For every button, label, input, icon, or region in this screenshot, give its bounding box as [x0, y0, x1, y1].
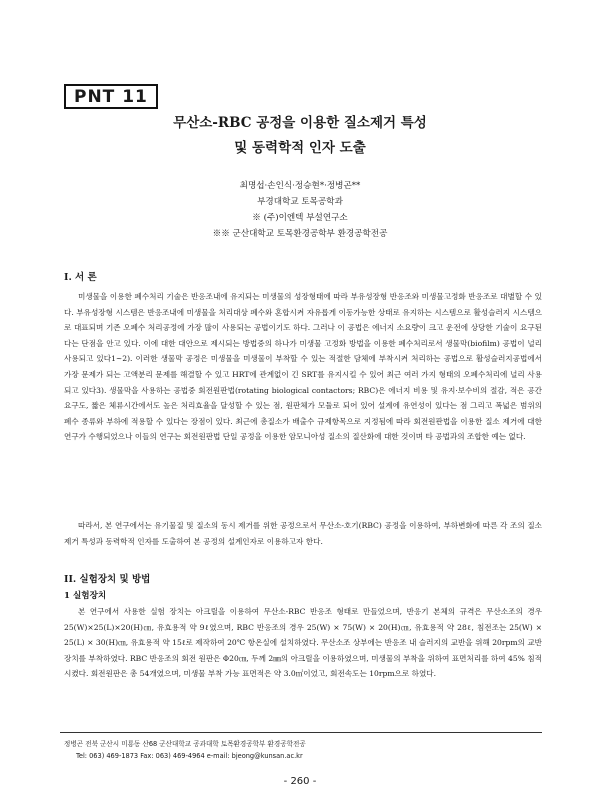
method-paragraph-1: 본 연구에서 사용한 실험 장치는 아크릴을 이용하여 무산소-RBC 반응조 형태로 만들었으며, 반응기 본체의 규격은 무산소조의 경우 25(W)×25(L)×20(H)㎝, 유효용적 약 9ℓ였으며, RBC 반응조의 경우 25(W) × 75(W) × 20(H)㎝, 유효용적 약 28ℓ, 침전조는 25(W) × 25(L) × 30(H)㎝, 유효용적 약 15ℓ로 제작하여 20℃ 항온실에 설치하였다. 무산소조 상부에는 반응조 내 슬러지의 교반을 위해 20rpm의 교반장치를 부착하였다. RBC 반응조의 회전 원판은 Φ20㎝, 두께 2㎜의 아크릴을 이용하였으며, 미생물의 부착을 위하여 표면처리를 하여 45% 침적시켰다. 회전원판은 총 54개였으며, 미생물 부착 가능 표면적은 약 3.0㎡이었고, 회전속도는 10rpm으로 하였다.	[64, 607, 542, 679]
affiliation-3: ※※ 군산대학교 토목환경공학부 환경공학전공	[212, 229, 388, 239]
method-subheading: 1 실험장치	[64, 591, 107, 601]
affiliation-1: 부경대학교 토목공학과	[257, 197, 343, 207]
method-heading: II. 실험장치 및 방법	[64, 574, 151, 585]
session-badge: PNT 11	[64, 84, 158, 109]
author-block	[0, 178, 600, 242]
page-number: - 260 -	[283, 776, 317, 787]
paper-title-line1: 무산소-RBC 공정을 이용한 질소제거 특성	[173, 115, 427, 131]
author-names: 최명섭·손인식·정승현*·정병곤**	[239, 181, 361, 191]
footnote-address: 정병곤 전북 군산시 미룡동 산68 군산대학교 공과대학 토목환경공학부 환경공학전공	[64, 740, 306, 748]
intro-paragraph-2: 따라서, 본 연구에서는 유기물질 및 질소의 동시 제거를 위한 공정으로서 무산소-호기(RBC) 공정을 이용하여, 부하변화에 따른 각 조의 질소제거 특성과 동력학적 인자를 도출하여 본 공정의 설계인자로 이용하고자 한다.	[64, 521, 542, 546]
intro-paragraph-1: 미생물을 이용한 폐수처리 기술은 반응조내에 유지되는 미생물의 성장형태에 따라 부유성장형 반응조와 미생물고정화 반응조로 대별할 수 있다. 부유성장형 시스템은 반응조내에 미생물을 처리대상 폐수와 혼합시켜 자유롭게 이동가능한 상태로 유지하는 시스템으로 활성슬러지 시스템으로 대표되며 기존 오폐수 처리공정에 가장 많이 사용되는 공법이기도 하다. 그러나 이 공법은 에너지 소요량이 크고 운전에 상당한 기술이 요구된다는 단점을 안고 있다. 이에 대한 대안으로 제시되는 방법중의 하나가 미생물 고정화 방법을 이용한 폐수처리로서 생물막(biofilm) 공법이 널리 사용되고 있다1~2). 이러한 생물막 공정은 미생물을 미생물이 부착할 수 있는 적절한 담체에 부착시켜 처리하는 공법으로 활성슬러지공법에서 가장 문제가 되는 고액분리 문제를 해결할 수 있고 HRT에 관계없이 긴 SRT를 유지시킬 수 있어 최근 여러 가지 형태의 오폐수처리에 널리 사용되고 있다3). 생물막을 사용하는 공법중 회전원판법(rotating biological contactors; RBC)은 에너지 비용 및 유지·보수비의 절감, 적은 공간요구도, 짧은 체류시간에서도 높은 처리효율을 달성할 수 있는 점, 원판체가 모듈로 되어 있어 설계에 유연성이 있다는 점 그리고 폭넓은 범위의 폐수 종류와 부하에 적용할 수 있다는 장점이 있다. 최근에 총질소가 배출수 규제항목으로 지정됨에 따라 회전원판법을 이용한 질소 제거에 대한 연구가 수행되었으나 이들의 연구는 회전원판법 단일 공정을 이용한 암모니아성 질소의 질산화에 대한 것이며 타 공법과의 조합한 예는 없다.	[64, 292, 542, 442]
footnote-contact: Tel: 063) 469-1873 Fax: 063) 469-4964 e-mail: bjeong@kunsan.ac.kr	[76, 752, 303, 760]
affiliation-2: ※ (주)이엔텍 부설연구소	[252, 213, 348, 223]
paper-title-line2: 및 동력학적 인자 도출	[234, 140, 366, 156]
footnote-rule	[60, 732, 542, 733]
intro-heading: I. 서 론	[64, 272, 97, 283]
